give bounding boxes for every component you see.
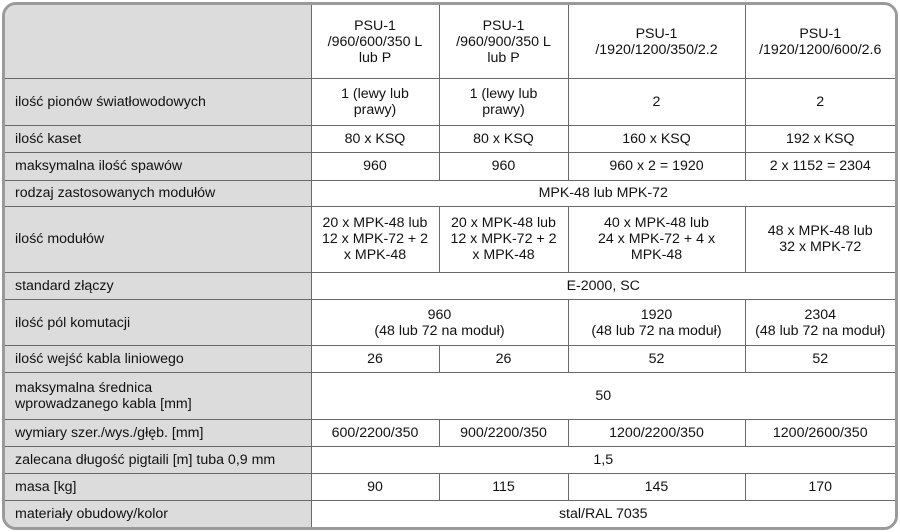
table-row [5, 501, 895, 527]
table-cell: 80 x KSQ [439, 125, 568, 152]
table-row [5, 372, 895, 420]
table-cell: 20 x MPK-48 lub 12 x MPK-72 + 2 x MPK-48 [439, 206, 568, 272]
table-row [5, 346, 895, 372]
table-cell: 145 [568, 473, 745, 500]
table-cell: 2 x 1152 = 2304 [745, 153, 895, 180]
table-row [5, 446, 895, 473]
header-model-2: PSU-1 /960/900/350 L lub P [439, 5, 568, 79]
table-cell-merged: stal/RAL 7035 [311, 501, 895, 527]
table-cell: 1 (lewy lub prawy) [439, 79, 568, 126]
table-cell: 160 x KSQ [568, 125, 745, 152]
table-row [5, 206, 895, 272]
table-row [5, 79, 895, 126]
table-row [5, 420, 895, 446]
table-cell: 960 [439, 153, 568, 180]
table-row [5, 153, 895, 180]
row-label: maksymalna średnica wprowadzanego kabla [mm] [5, 372, 311, 420]
table-cell: 960 x 2 = 1920 [568, 153, 745, 180]
table-cell: 1 (lewy lub prawy) [311, 79, 439, 126]
table-cell: 192 x KSQ [745, 125, 895, 152]
table-cell: 52 [745, 346, 895, 372]
table-cell: 170 [745, 473, 895, 500]
table-cell: 2304 (48 lub 72 na moduł) [745, 299, 895, 346]
header-model-4: PSU-1 /1920/1200/600/2.6 [745, 5, 895, 79]
table-cell: 115 [439, 473, 568, 500]
table-row [5, 125, 895, 152]
row-label: maksymalna ilość spawów [5, 153, 311, 180]
spec-table-frame [2, 2, 898, 530]
table-cell: 48 x MPK-48 lub 32 x MPK-72 [745, 206, 895, 272]
table-cell: 900/2200/350 [439, 420, 568, 446]
header-row [5, 5, 895, 79]
table-cell-merged: 960 (48 lub 72 na moduł) [311, 299, 568, 346]
table-cell: 2 [568, 79, 745, 126]
header-model-3: PSU-1 /1920/1200/350/2.2 [568, 5, 745, 79]
row-label: wymiary szer./wys./głęb. [mm] [5, 420, 311, 446]
row-label: zalecana długość pigtaili [m] tuba 0,9 mm [5, 446, 311, 473]
table-cell: 1920 (48 lub 72 na moduł) [568, 299, 745, 346]
row-label: ilość wejść kabla liniowego [5, 346, 311, 372]
row-label: ilość kaset [5, 125, 311, 152]
table-cell: 20 x MPK-48 lub 12 x MPK-72 + 2 x MPK-48 [311, 206, 439, 272]
row-label: ilość modułów [5, 206, 311, 272]
table-cell-merged: 1,5 [311, 446, 895, 473]
table-row [5, 272, 895, 299]
table-row [5, 473, 895, 500]
table-cell: 960 [311, 153, 439, 180]
table-cell-merged: E-2000, SC [311, 272, 895, 299]
row-label: masa [kg] [5, 473, 311, 500]
row-label: rodzaj zastosowanych modułów [5, 180, 311, 206]
table-cell: 26 [311, 346, 439, 372]
row-label: materiały obudowy/kolor [5, 501, 311, 527]
table-cell: 1200/2600/350 [745, 420, 895, 446]
table-row [5, 180, 895, 206]
table-cell: 26 [439, 346, 568, 372]
table-cell: 600/2200/350 [311, 420, 439, 446]
header-model-1: PSU-1 /960/600/350 L lub P [311, 5, 439, 79]
table-cell: 40 x MPK-48 lub 24 x MPK-72 + 4 x MPK-48 [568, 206, 745, 272]
table-cell: 52 [568, 346, 745, 372]
table-row [5, 299, 895, 346]
spec-table [5, 5, 895, 527]
table-cell: 90 [311, 473, 439, 500]
table-cell: 80 x KSQ [311, 125, 439, 152]
table-cell: 1200/2200/350 [568, 420, 745, 446]
row-label: ilość pól komutacji [5, 299, 311, 346]
table-cell: 2 [745, 79, 895, 126]
header-empty-cell [5, 5, 311, 79]
table-cell-merged: MPK-48 lub MPK-72 [311, 180, 895, 206]
row-label: ilość pionów światłowodowych [5, 79, 311, 126]
table-cell-merged: 50 [311, 372, 895, 420]
row-label: standard złączy [5, 272, 311, 299]
